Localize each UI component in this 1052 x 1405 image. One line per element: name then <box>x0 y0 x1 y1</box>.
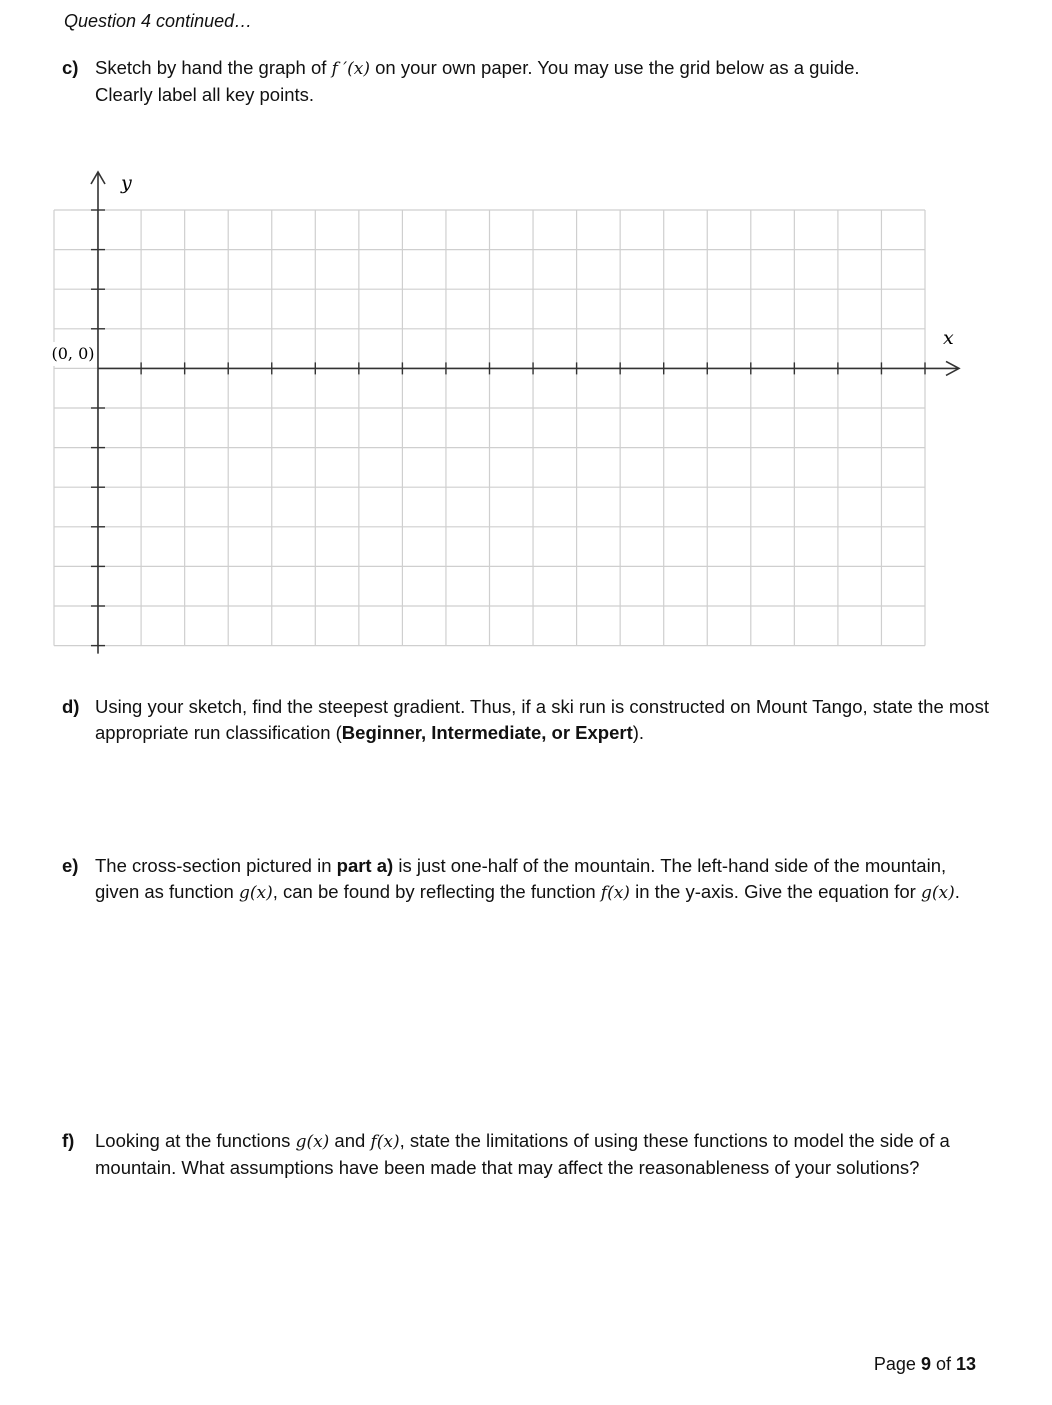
math-g-x: g(x) <box>238 883 273 903</box>
graph-grid <box>0 160 1052 660</box>
axis-ticks <box>91 210 925 646</box>
question-c-letter: c) <box>62 57 79 78</box>
run-classifications: Beginner, Intermediate, or Expert <box>341 722 633 743</box>
question-d-letter: d) <box>62 696 80 717</box>
x-axis-label: x <box>943 327 954 349</box>
question-e <box>62 853 992 906</box>
math-g-x: g(x) <box>920 883 955 903</box>
question-f <box>62 1128 992 1181</box>
question-d-text-1: Using your sketch, find the steepest gradient. Thus, if a ski run is constructed on Mount Tango, state the most appropriate run classification ( <box>95 696 989 743</box>
question-e-text-3: , can be found by reflecting the function <box>272 881 601 902</box>
axes <box>91 172 959 654</box>
math-f-x: f(x) <box>370 1132 400 1152</box>
page-number <box>874 1354 976 1375</box>
math-f-x: f(x) <box>600 883 630 903</box>
question-c <box>62 55 992 108</box>
origin-label: (0, 0) <box>51 344 95 363</box>
question-e-text-4: in the y-axis. Give the equation for <box>629 881 921 902</box>
total-pages: 13 <box>955 1354 976 1374</box>
current-page: 9 <box>920 1354 931 1374</box>
question-e-letter: e) <box>62 855 79 876</box>
question-f-text-1: Looking at the functions <box>95 1130 296 1151</box>
grid-lines <box>54 210 925 646</box>
question-c-text-3: Clearly label all key points. <box>95 84 315 105</box>
question-d <box>62 694 992 746</box>
question-d-text <box>95 694 992 746</box>
question-c-text <box>95 55 992 108</box>
page-of: of <box>930 1354 956 1374</box>
question-f-letter: f) <box>62 1130 75 1151</box>
page-prefix: Page <box>873 1354 921 1374</box>
part-a-reference: part a) <box>336 855 394 876</box>
page-header: Question 4 continued… <box>64 11 253 31</box>
question-e-text <box>95 853 992 906</box>
question-f-text <box>95 1128 992 1181</box>
question-e-text-1: The cross-section pictured in <box>95 855 337 876</box>
question-c-text-1: Sketch by hand the graph of <box>95 57 332 78</box>
question-e-text-2: is just one-half of the mountain. The left-hand side of the mountain, given as function <box>95 855 947 902</box>
y-axis-label: y <box>121 172 132 194</box>
question-d-text-2: ). <box>632 722 645 743</box>
question-f-text-2: and <box>329 1130 371 1151</box>
math-g-x: g(x) <box>295 1132 330 1152</box>
question-e-text-5: . <box>954 881 960 902</box>
question-f-text-3: , state the limitations of using these functions to model the side of a mountain. What assumptions have been made that may affect the reasonableness of your solutions? <box>95 1130 950 1178</box>
math-f-prime-x: f ′(x) <box>331 59 370 79</box>
question-c-text-2: on your own paper. You may use the grid below as a guide. <box>369 57 860 78</box>
